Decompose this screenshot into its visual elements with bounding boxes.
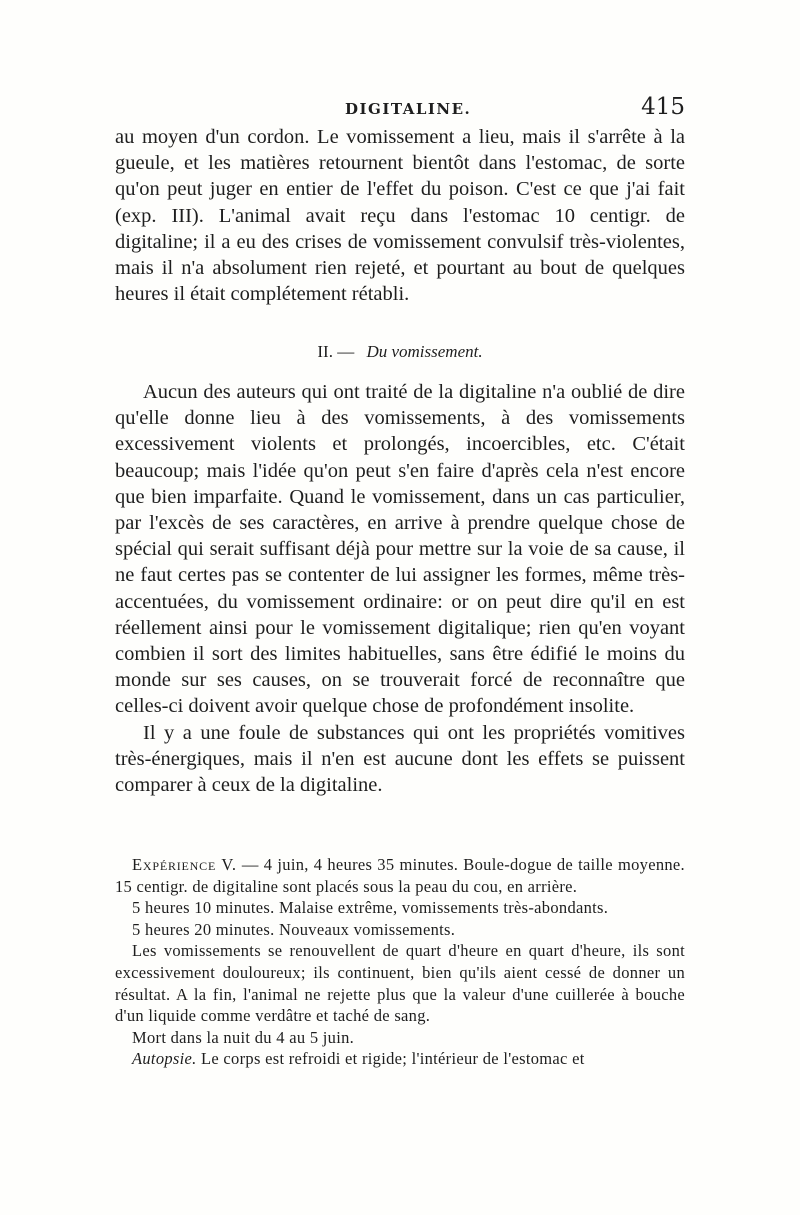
autopsy-label: Autopsie. [132,1049,197,1069]
autopsy-text: Le corps est refroidi et rigide; l'intérieur de l'estomac et [196,1049,585,1069]
experiment-intro-text: — 4 juin, 4 heures 35 minutes. Boule-dogue de taille moyenne. 15 centigr. de digitaline sont placés sous la peau du cou, en arrière. [115,855,685,896]
experiment-line: Mort dans la nuit du 4 au 5 juin. [132,1027,355,1047]
section-heading [0,342,800,362]
page-header [115,94,685,122]
experiment-intro [115,854,685,897]
experiment-label: Expérience V. [132,855,237,874]
main-paragraph-block [115,379,685,798]
paragraph-substances: Il y a une foule de substances qui ont les propriétés vomitives très-énergiques, mais il n'en est aucune dont les effets se puissent comparer à ceux de la digitaline. [115,721,685,797]
paragraph-continuation: au moyen d'un cordon. Le vomissement a lieu, mais il s'arrête à la gueule, et les matières retournent bientôt dans l'estomac, de sorte qu'on peut juger en entier de l'effet du poison. C'est ce que j'ai fait (exp. III). L'animal avait reçu dans l'estomac 10 centigr. de digitaline; il a eu des crises de vomissement convulsif très-violentes, mais il n'a absolument rien rejeté, et pourtant au bout de quelques heures il était complétement rétabli. [115,126,685,306]
paragraph-vomissement-intro: Aucun des auteurs qui ont traité de la digitaline n'a oublié de dire qu'elle donne lieu à des vomissements, à des vomissements excessivement violents et prolongés, incoercibles, etc. C'était beaucoup; mais l'idée qu'on peut s'en faire d'après cela n'est encore que bien imparfaite. Quand le vomissement, dans un cas particulier, par l'excès de ses caractères, en arrive à prendre quelque chose de spécial qui serait suffisant déjà pour mettre sur la voie de sa cause, il ne faut certes pas se contenter de lui assigner les formes, même très-accentuées, du vomissement ordinaire: or on peut dire qu'il en est réellement ainsi pour le vomissement digitalique; rien qu'en voyant combien il sort des limites habituelles, sans être édifié le moins du monde sur ses causes, on se trouverait forcé de reconnaître que celles-ci doivent avoir quelque chose de profondément insolite. [115,381,685,718]
experiment-line: 5 heures 20 minutes. Nouveaux vomissements. [132,919,456,939]
running-title: DIGITALINE. [345,100,472,118]
section-number: II. — [317,342,355,361]
section-title: Du vomissement. [366,342,483,361]
autopsy-line [115,1048,685,1070]
page-number: 415 [641,94,685,120]
experiment-line: Les vomissements se renouvellent de quart d'heure en quart d'heure, ils sont excessivement douloureux; ils continuent, bien qu'ils aient cessé de donner un résultat. A la fin, l'animal ne rejette plus que la valeur d'une cuillerée à bouche d'un liquide comme verdâtre et taché de sang. [115,941,685,1026]
top-paragraph-block [115,124,685,307]
experiment-line: 5 heures 10 minutes. Malaise extrême, vomissements très-abondants. [132,898,609,918]
experiment-block [115,854,685,1070]
